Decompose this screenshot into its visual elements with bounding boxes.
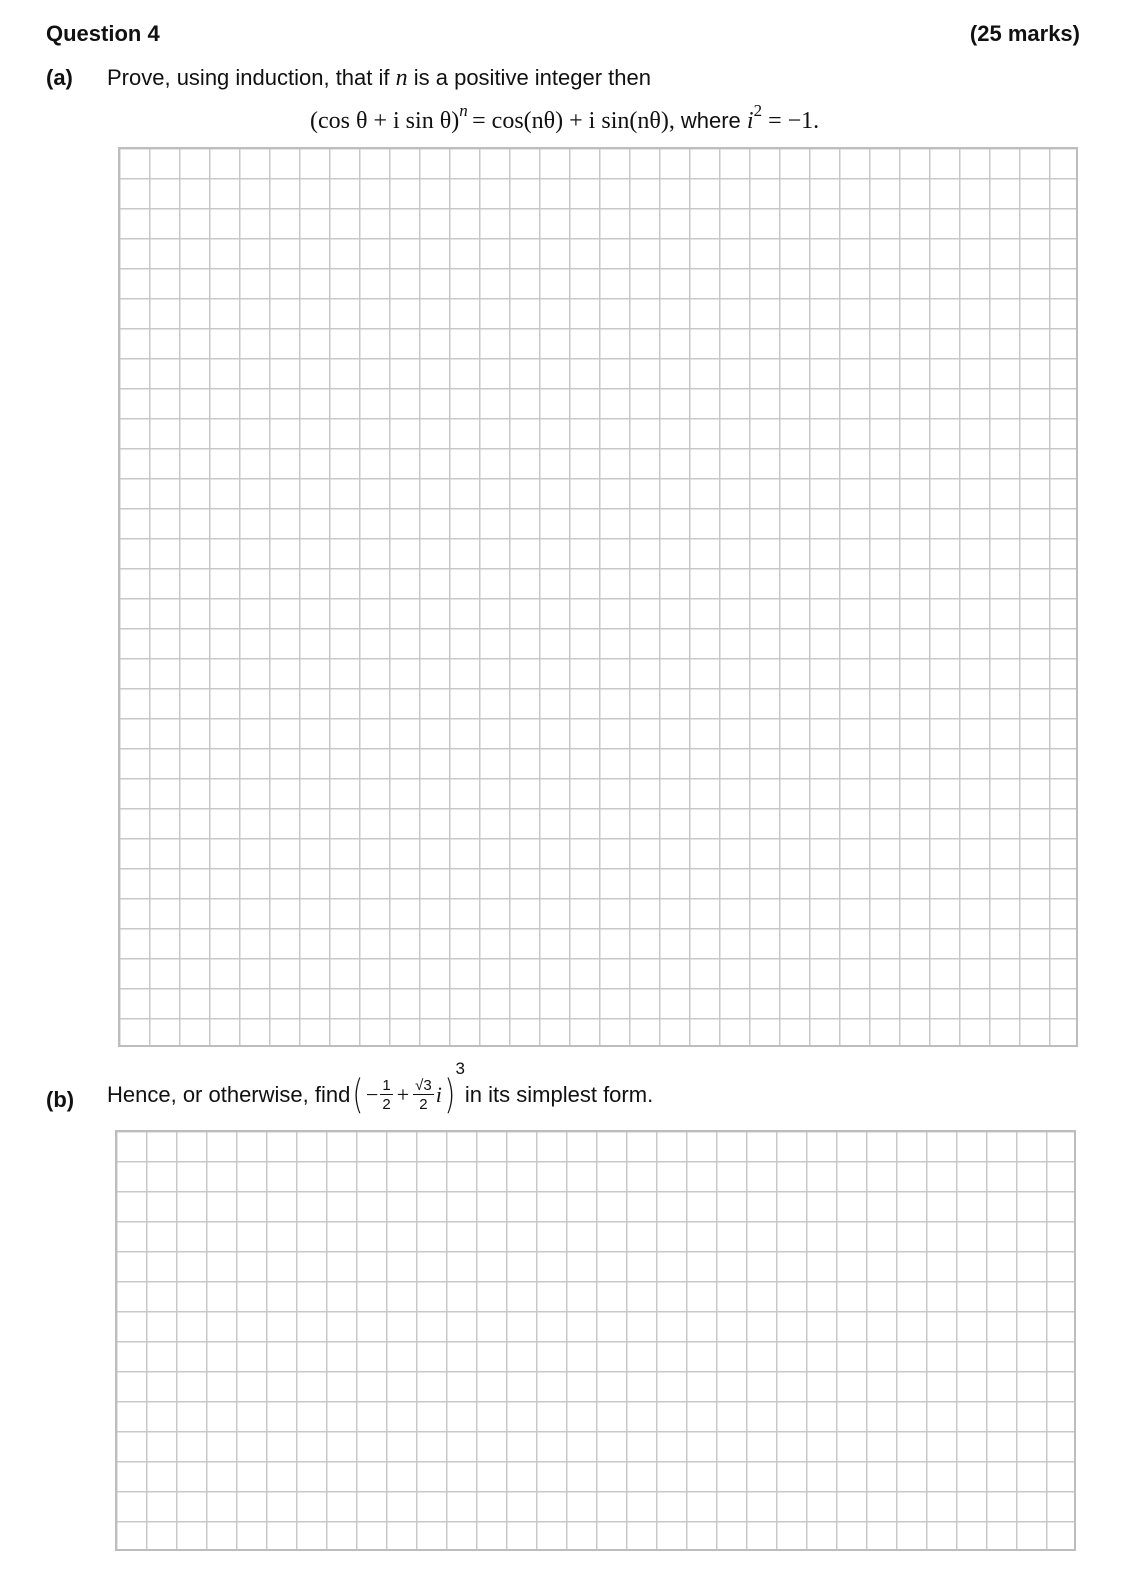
formula-where: where <box>680 108 747 133</box>
formula-rhs: = cos(nθ) + i sin(nθ), <box>472 108 681 134</box>
part-b-prompt-before: Hence, or otherwise, find <box>107 1082 351 1107</box>
part-b-prompt-after: in its simplest form. <box>464 1082 654 1107</box>
formula-lhs: (cos θ + i sin θ) <box>310 108 460 134</box>
expr-open-paren: ( <box>352 1072 364 1118</box>
expr-fraction-half <box>380 1078 392 1112</box>
expr-minus: − <box>365 1082 379 1107</box>
expr-frac2-numerator: √3 <box>415 1077 432 1094</box>
part-a-prompt <box>107 65 651 92</box>
expr-close-paren: ) <box>444 1072 456 1118</box>
part-b-label: (b) <box>46 1087 75 1112</box>
answer-grid-part-a[interactable] <box>118 147 1078 1047</box>
part-a-prompt-after: is a positive integer then <box>407 65 651 90</box>
formula-cond-var: i <box>746 108 754 134</box>
marks-label: (25 marks) <box>969 21 1080 46</box>
expr-frac1-denominator: 2 <box>382 1096 391 1113</box>
expr-plus: + <box>396 1082 410 1107</box>
expr-imaginary-unit: i <box>435 1082 442 1107</box>
formula-cond-rhs: = −1. <box>762 108 820 134</box>
question-title: Question 4 <box>46 21 160 46</box>
formula-lhs-exponent: n <box>459 101 468 120</box>
formula-cond-exponent: 2 <box>753 101 763 120</box>
expr-frac1-numerator: 1 <box>382 1077 391 1094</box>
part-a-prompt-var: n <box>395 65 408 91</box>
part-a-label: (a) <box>46 65 73 90</box>
expr-fraction-root3 <box>413 1078 434 1112</box>
part-a-prompt-before: Prove, using induction, that if <box>107 65 396 90</box>
expr-frac2-denominator: 2 <box>419 1096 428 1113</box>
part-b-prompt <box>107 1059 654 1128</box>
answer-grid-part-b[interactable] <box>115 1130 1076 1551</box>
part-a-formula <box>310 101 820 135</box>
expr-exponent: 3 <box>455 1059 465 1078</box>
